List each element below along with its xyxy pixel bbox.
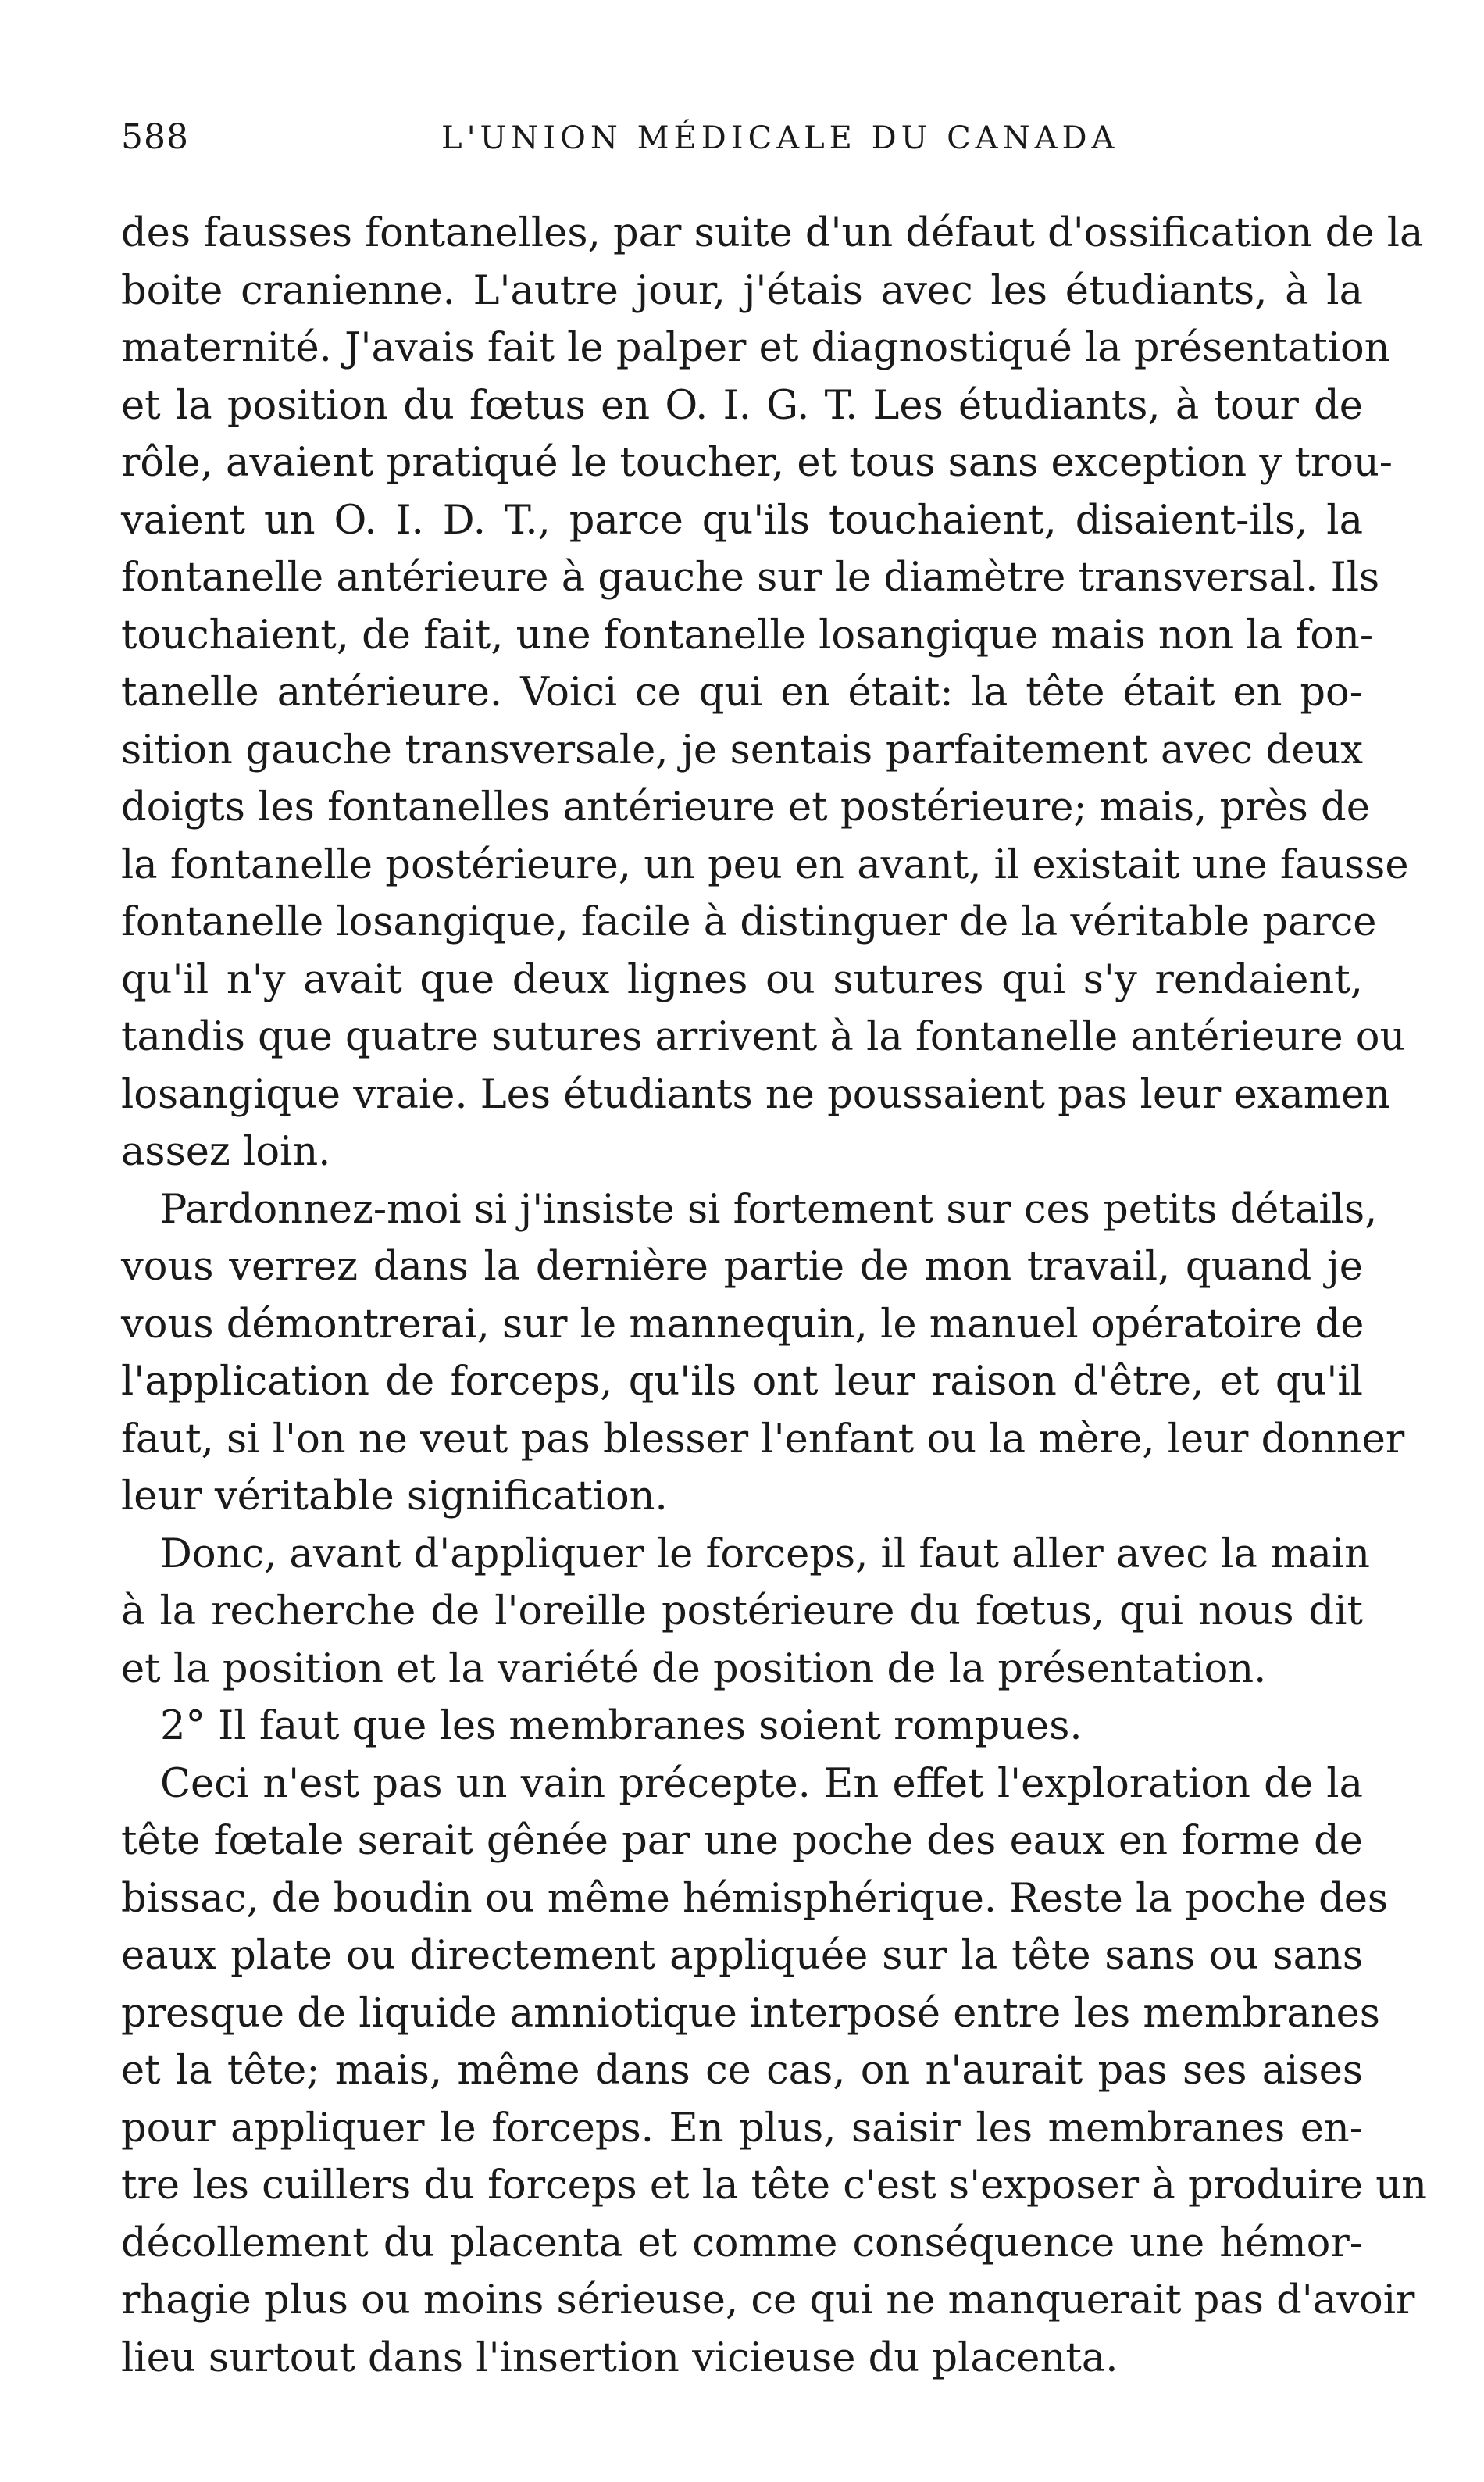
text-line: Ceci n'est pas un vain précepte. En effet l'exploration de la [160, 1760, 1363, 1807]
text-line: et la position du fœtus en O. I. G. T. Les étudiants, à tour de [121, 382, 1363, 429]
text-line: décollement du placenta et comme conséquence une hémor- [121, 2220, 1363, 2266]
text-line: assez loin. [121, 1129, 331, 1175]
text-line: presque de liquide amniotique interposé entre les membranes [121, 1990, 1380, 2037]
text-line: tre les cuillers du forceps et la tête c'est s'exposer à produire un [121, 2162, 1427, 2209]
text-line: lieu surtout dans l'insertion vicieuse du placenta. [121, 2334, 1118, 2381]
text-line: des fausses fontanelles, par suite d'un défaut d'ossification de la [121, 210, 1424, 256]
page-number: 588 [121, 117, 189, 157]
text-line: vaient un O. I. D. T., parce qu'ils touchaient, disaient-ils, la [121, 497, 1363, 544]
section-heading: 2° Il faut que les membranes soient rompues. [160, 1703, 1083, 1749]
running-head [121, 117, 1386, 172]
text-line: et la position et la variété de position de la présentation. [121, 1645, 1267, 1692]
text-line: doigts les fontanelles antérieure et postérieure; mais, près de [121, 784, 1370, 830]
text-line: eaux plate ou directement appliquée sur la tête sans ou sans [121, 1933, 1363, 1979]
text-line: rhagie plus ou moins sérieuse, ce qui ne manquerait pas d'avoir [121, 2277, 1415, 2323]
text-line: et la tête; mais, même dans ce cas, on n'aurait pas ses aises [121, 2048, 1363, 2094]
text-line: la fontanelle postérieure, un peu en avant, il existait une fausse [121, 841, 1409, 888]
text-line: maternité. J'avais fait le palper et diagnostiqué la présentation [121, 325, 1390, 371]
text-line: à la recherche de l'oreille postérieure du fœtus, qui nous dit [121, 1588, 1363, 1634]
body-text [121, 205, 1427, 2387]
text-line: tête fœtale serait gênée par une poche des eaux en forme de [121, 1818, 1363, 1864]
text-line: vous démontrerai, sur le mannequin, le manuel opératoire de [121, 1301, 1364, 1348]
text-line: boite cranienne. L'autre jour, j'étais avec les étudiants, à la [121, 267, 1363, 314]
text-line: Donc, avant d'appliquer le forceps, il faut aller avec la main [160, 1530, 1371, 1577]
text-line: pour appliquer le forceps. En plus, saisir les membranes en- [121, 2105, 1363, 2152]
text-line: sition gauche transversale, je sentais parfaitement avec deux [121, 727, 1363, 773]
text-line: fontanelle losangique, facile à distinguer de la véritable parce [121, 899, 1377, 945]
text-line: leur véritable signification. [121, 1473, 668, 1520]
text-line: losangique vraie. Les étudiants ne poussaient pas leur examen [121, 1071, 1391, 1118]
text-line: bissac, de boudin ou même hémisphérique. Reste la poche des [121, 1875, 1389, 1922]
text-line: rôle, avaient pratiqué le toucher, et tous sans exception y trou- [121, 440, 1393, 486]
text-line: tanelle antérieure. Voici ce qui en était: la tête était en po- [121, 670, 1363, 716]
text-line: faut, si l'on ne veut pas blesser l'enfant ou la mère, leur donner [121, 1416, 1405, 1462]
text-line: fontanelle antérieure à gauche sur le diamètre transversal. Ils [121, 555, 1380, 601]
text-line: Pardonnez-moi si j'insiste si fortement sur ces petits détails, [160, 1186, 1378, 1233]
text-line: qu'il n'y avait que deux lignes ou sutures qui s'y rendaient, [121, 956, 1363, 1003]
text-line: vous verrez dans la dernière partie de mon travail, quand je [121, 1244, 1363, 1290]
text-line: touchaient, de fait, une fontanelle losangique mais non la fon- [121, 612, 1374, 659]
text-line: tandis que quatre sutures arrivent à la fontanelle antérieure ou [121, 1014, 1406, 1060]
journal-title: L'UNION MÉDICALE DU CANADA [441, 120, 1119, 156]
text-line: l'application de forceps, qu'ils ont leur raison d'être, et qu'il [121, 1359, 1363, 1405]
